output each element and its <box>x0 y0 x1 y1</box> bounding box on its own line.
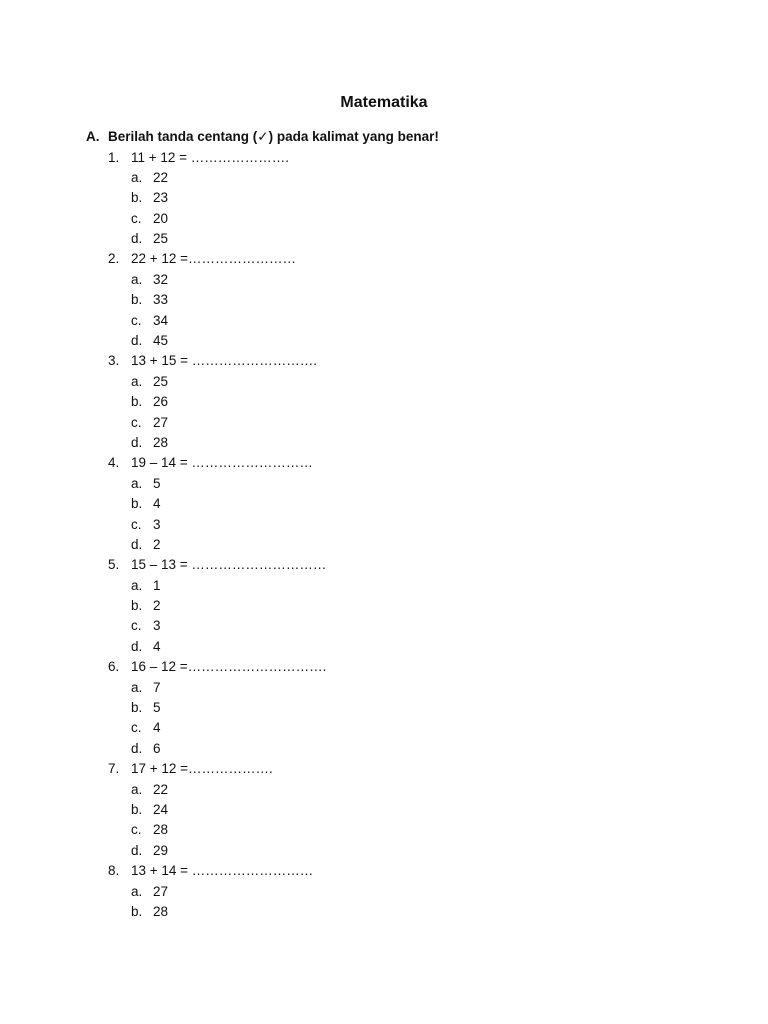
option-list <box>108 576 326 658</box>
option-value: 3 <box>153 516 161 532</box>
question-item <box>108 555 326 657</box>
answer-option <box>131 882 326 902</box>
option-list <box>108 270 326 352</box>
answer-option <box>131 270 326 290</box>
answer-option <box>131 780 326 800</box>
question-line <box>108 759 326 779</box>
option-letter: b. <box>131 190 143 206</box>
option-value: 4 <box>153 720 161 736</box>
question-text: 13 + 15 = ………………………. <box>131 353 318 369</box>
option-letter: a. <box>131 169 143 185</box>
answer-option <box>131 576 326 596</box>
option-list <box>108 780 326 862</box>
question-line <box>108 351 326 371</box>
option-letter: d. <box>131 536 143 552</box>
option-letter: b. <box>131 802 143 817</box>
option-letter: a. <box>131 475 143 491</box>
question-text: 22 + 12 =…………………… <box>131 251 297 267</box>
option-value: 20 <box>153 210 169 226</box>
option-letter: c. <box>131 822 142 838</box>
option-list <box>108 882 326 923</box>
option-letter: a. <box>131 271 143 287</box>
answer-option <box>131 229 326 249</box>
question-item <box>108 861 326 922</box>
question-line <box>108 861 326 881</box>
question-number: 2. <box>108 251 120 267</box>
answer-option <box>131 820 326 840</box>
question-number: 5. <box>108 557 120 573</box>
option-value: 29 <box>153 842 169 858</box>
option-value: 5 <box>153 475 161 491</box>
option-letter: a. <box>131 577 143 593</box>
question-item <box>108 657 326 759</box>
section-letter: A. <box>86 129 100 144</box>
question-line <box>108 148 326 168</box>
option-letter: a. <box>131 883 143 899</box>
option-value: 25 <box>153 231 169 247</box>
question-line <box>108 555 326 575</box>
option-letter: b. <box>131 700 143 716</box>
option-value: 6 <box>153 740 161 756</box>
option-letter: c. <box>131 720 142 736</box>
answer-option <box>131 372 326 392</box>
section-instruction: Berilah tanda centang (✓) pada kalimat yang benar! <box>108 129 439 144</box>
question-text: 16 – 12 =…………………………. <box>131 659 327 675</box>
answer-option <box>131 311 326 331</box>
question-item <box>108 453 326 555</box>
question-item <box>108 759 326 861</box>
question-text: 15 – 13 = ………………………… <box>131 557 327 573</box>
answer-option <box>131 392 326 412</box>
option-letter: c. <box>131 516 142 532</box>
option-value: 22 <box>153 169 169 185</box>
answer-option <box>131 616 326 636</box>
option-value: 28 <box>153 434 169 450</box>
question-text: 13 + 14 = ……………………… <box>131 863 314 879</box>
answer-option <box>131 739 326 759</box>
option-letter: d. <box>131 740 143 756</box>
option-value: 22 <box>153 781 169 797</box>
question-item <box>108 148 326 250</box>
option-value: 2 <box>153 536 161 552</box>
answer-option <box>131 474 326 494</box>
question-number: 8. <box>108 863 120 879</box>
option-value: 7 <box>153 679 161 695</box>
option-letter: d. <box>131 638 143 654</box>
option-letter: c. <box>131 312 142 328</box>
answer-option <box>131 331 326 351</box>
option-value: 28 <box>153 822 169 838</box>
option-letter: c. <box>131 618 142 634</box>
question-item <box>108 351 326 453</box>
answer-option <box>131 841 326 861</box>
option-letter: c. <box>131 414 142 430</box>
question-text: 19 – 14 = ……………………… <box>131 455 313 471</box>
option-value: 28 <box>153 903 169 919</box>
answer-option <box>131 800 326 820</box>
option-letter: b. <box>131 292 143 308</box>
answer-option <box>131 290 326 310</box>
answer-option <box>131 678 326 698</box>
option-letter: b. <box>131 903 143 919</box>
option-value: 24 <box>153 802 169 817</box>
question-text: 17 + 12 =………………. <box>131 761 273 777</box>
option-letter: d. <box>131 231 143 247</box>
option-value: 23 <box>153 190 169 206</box>
answer-option <box>131 637 326 657</box>
option-value: 3 <box>153 618 161 634</box>
answer-option <box>131 698 326 718</box>
option-letter: d. <box>131 434 143 450</box>
question-number: 6. <box>108 659 120 675</box>
option-list <box>108 474 326 556</box>
option-letter: b. <box>131 598 143 614</box>
answer-option <box>131 494 326 514</box>
option-letter: a. <box>131 781 143 797</box>
option-letter: c. <box>131 210 142 226</box>
answer-option <box>131 188 326 208</box>
question-line <box>108 453 326 473</box>
question-number: 1. <box>108 149 120 165</box>
answer-option <box>131 433 326 453</box>
question-text: 11 + 12 = …………………. <box>131 149 290 165</box>
question-item <box>108 249 326 351</box>
question-line <box>108 249 326 269</box>
option-value: 34 <box>153 312 169 328</box>
option-value: 27 <box>153 414 169 430</box>
answer-option <box>131 413 326 433</box>
option-letter: b. <box>131 394 143 410</box>
question-list <box>108 148 326 923</box>
option-letter: b. <box>131 496 143 512</box>
option-letter: a. <box>131 679 143 695</box>
option-value: 32 <box>153 271 169 287</box>
option-value: 4 <box>153 638 161 654</box>
option-value: 2 <box>153 598 161 614</box>
answer-option <box>131 718 326 738</box>
option-value: 25 <box>153 373 169 389</box>
answer-option <box>131 168 326 188</box>
option-value: 4 <box>153 496 161 512</box>
option-list <box>108 372 326 454</box>
question-number: 7. <box>108 761 120 777</box>
section-heading <box>86 127 439 147</box>
option-list <box>108 168 326 250</box>
page-title: Matematika <box>340 94 428 111</box>
answer-option <box>131 535 326 555</box>
question-line <box>108 657 326 677</box>
option-value: 33 <box>153 292 169 308</box>
option-letter: d. <box>131 842 143 858</box>
option-value: 27 <box>153 883 169 899</box>
option-letter: d. <box>131 333 143 349</box>
option-letter: a. <box>131 373 143 389</box>
option-value: 45 <box>153 333 169 349</box>
question-number: 4. <box>108 455 120 471</box>
option-value: 26 <box>153 394 169 410</box>
answer-option <box>131 209 326 229</box>
option-value: 5 <box>153 700 161 716</box>
question-number: 3. <box>108 353 120 369</box>
answer-option <box>131 515 326 535</box>
answer-option <box>131 596 326 616</box>
option-list <box>108 678 326 760</box>
answer-option <box>131 902 326 922</box>
option-value: 1 <box>153 577 161 593</box>
